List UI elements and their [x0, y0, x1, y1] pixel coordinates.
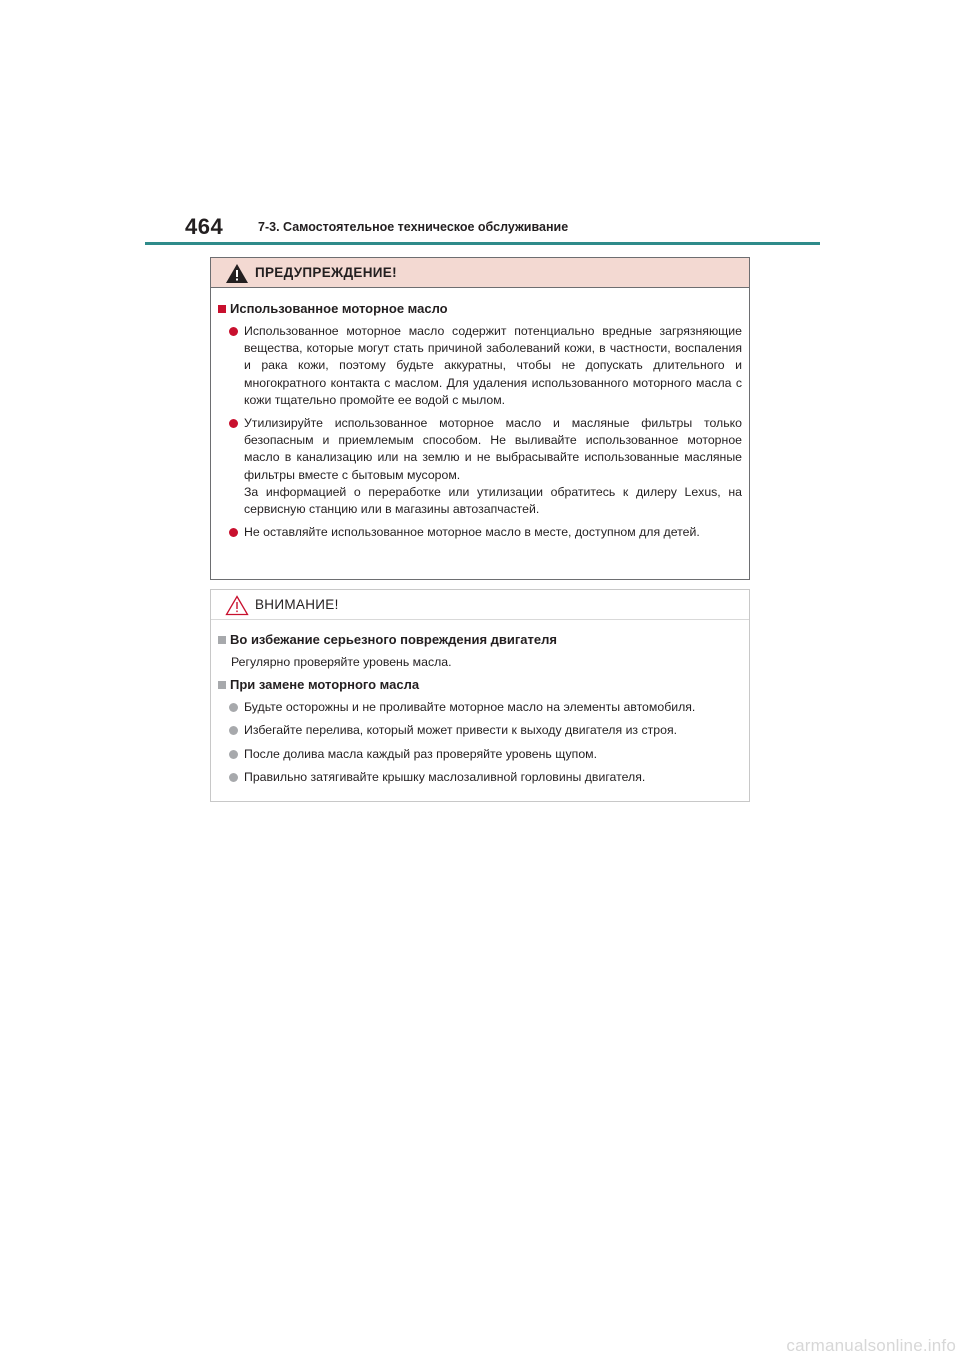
warning-item-2: [217, 415, 742, 518]
caution-title: ВНИМАНИЕ!: [255, 597, 339, 612]
caution-item-1: [217, 699, 742, 716]
warning-title: ПРЕДУПРЕЖДЕНИЕ!: [255, 265, 397, 280]
caution-triangle-icon: [225, 595, 249, 616]
round-bullet-icon: [229, 528, 238, 537]
watermark: carmanualsonline.info: [786, 1336, 956, 1355]
caution-item-1-text: Будьте осторожны и не проливайте моторное масло на элементы автомобиля.: [244, 700, 696, 715]
warning-item-1-text: Использованное моторное масло содержит потенциально вредные загрязняющие вещества, которые могут стать причиной заболеваний кожи, в частности, воспаления и рака кожи, поэтому будьте аккуратны, чтобы не допускать длительного и многократного контакта с маслом. Для удаления использованного моторного масла с кожи тщательно промойте ее водой с мылом.: [244, 324, 742, 407]
round-bullet-icon: [229, 773, 238, 782]
warning-body: [211, 288, 749, 541]
warning-item-2-text: Утилизируйте использованное моторное масло и масляные фильтры только безопасным и приемлемым способом. Не выливайте использованное моторное масло в канализацию или на землю и не выбрасывайте использованные масляные фильтры вместе с бытовым мусором.: [244, 416, 742, 482]
square-bullet-icon: [218, 636, 226, 644]
round-bullet-icon: [229, 419, 238, 428]
caution-subhead-2-text: При замене моторного масла: [230, 677, 420, 693]
warning-item-2-continuation: За информацией о переработке или утилизации обратитесь к дилеру Lexus, на сервисную станцию или в магазины автозапчастей.: [244, 484, 742, 517]
warning-subhead-text: Использованное моторное масло: [230, 301, 448, 316]
warning-item-3-text: Не оставляйте использованное моторное масло в месте, доступном для детей.: [244, 525, 700, 540]
caution-item-4: [217, 769, 742, 786]
section-title: 7-3. Самостоятельное техническое обслуживание: [258, 220, 569, 234]
warning-item-1: [217, 323, 742, 409]
header-rule: [145, 242, 820, 245]
caution-subhead-2: [217, 676, 742, 694]
caution-text-1: Регулярно проверяйте уровень масла.: [231, 655, 452, 669]
caution-body: [211, 620, 749, 786]
caution-item-3: [217, 746, 742, 763]
page-number: 464: [185, 214, 224, 239]
page-header: [145, 212, 820, 248]
caution-item-2: [217, 722, 742, 739]
round-bullet-icon: [229, 327, 238, 336]
caution-item-4-text: Правильно затягивайте крышку маслозаливной горловины двигателя.: [244, 769, 646, 784]
caution-item-2-text: Избегайте перелива, который может привести к выходу двигателя из строя.: [244, 723, 678, 738]
caution-box: [210, 589, 750, 802]
round-bullet-icon: [229, 726, 238, 735]
warning-header: [211, 258, 749, 288]
warning-box: [210, 257, 750, 580]
round-bullet-icon: [229, 703, 238, 712]
caution-header: [211, 590, 749, 620]
square-bullet-icon: [218, 305, 226, 313]
warning-subhead: [217, 300, 742, 318]
warning-triangle-icon: [225, 263, 249, 284]
warning-item-3: [217, 524, 742, 541]
square-bullet-icon: [218, 681, 226, 689]
round-bullet-icon: [229, 750, 238, 759]
caution-subhead-1-text: Во избежание серьезного повреждения двигателя: [230, 632, 557, 647]
caution-subhead-1: [217, 631, 742, 649]
caution-item-3-text: После долива масла каждый раз проверяйте уровень щупом.: [244, 746, 598, 761]
